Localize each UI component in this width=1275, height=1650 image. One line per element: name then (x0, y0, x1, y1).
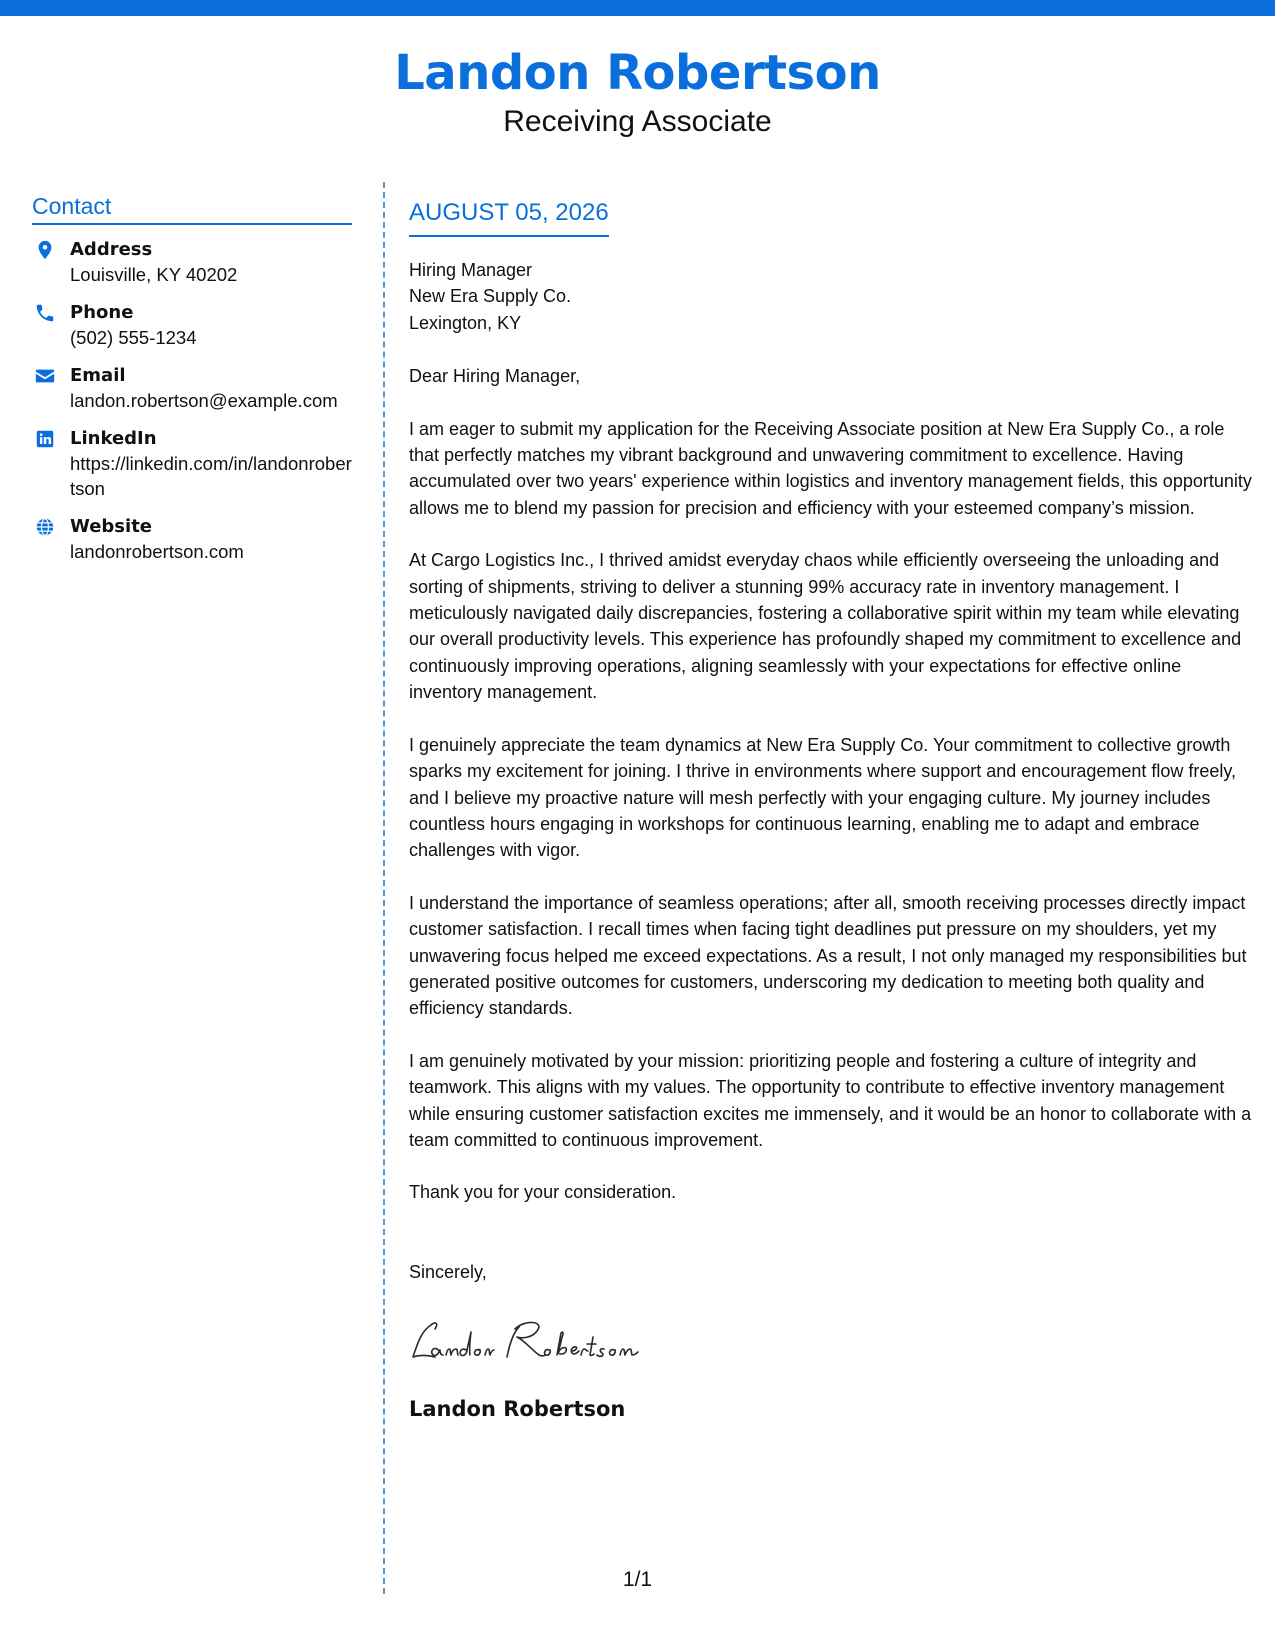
linkedin-value[interactable]: https://linkedin.com/in/landonrobertson (70, 453, 352, 499)
map-pin-icon (34, 239, 56, 261)
phone-icon (34, 302, 56, 324)
contact-list (32, 237, 352, 564)
address-value: Louisville, KY 40202 (70, 264, 238, 285)
body-paragraph: I genuinely appreciate the team dynamics at New Era Supply Co. Your commitment to collective growth sparks my excitement for joining. I thrive in environments where support and encouragement flow freely, and I believe my proactive nature will mesh perfectly with your engaging culture. My journey includes countless hours engaging in workshops for continuous learning, enabling me to adapt and embrace challenges with vigor. (409, 734, 1237, 861)
phone-value[interactable]: (502) 555-1234 (70, 327, 197, 348)
letter-body (409, 198, 1254, 1423)
contact-label: Phone (70, 302, 134, 323)
contact-item-website (32, 514, 352, 564)
signed-name: Landon Robertson (409, 1397, 626, 1422)
applicant-name: Landon Robertson (394, 45, 881, 101)
globe-icon (34, 516, 56, 538)
linkedin-icon (34, 428, 56, 450)
recipient-line: Hiring Manager (409, 260, 533, 280)
job-title: Receiving Associate (503, 105, 772, 138)
contact-item-linkedin (32, 426, 352, 501)
contact-item-address (32, 237, 352, 287)
contact-item-phone (32, 300, 352, 350)
envelope-icon (34, 365, 56, 387)
body-paragraph: I am genuinely motivated by your mission: prioritizing people and fostering a culture of integrity and teamwork. This aligns with my values. The opportunity to contribute to effective inventory management while ensuring customer satisfaction excites me immensely, and it would be an honor to collaborate with a team committed to continuous improvement. (409, 1050, 1252, 1150)
body-paragraph: I understand the importance of seamless operations; after all, smooth receiving processes directly impact customer satisfaction. I recall times when facing tight deadlines put pressure on my shoulders, yet my unwavering focus helped me exceed expectations. As a result, I not only managed my responsibilities but generated positive outcomes for customers, underscoring my dedication to meeting both quality and efficiency standards. (409, 892, 1247, 1019)
contact-sidebar (32, 192, 352, 577)
recipient-block (409, 257, 1254, 336)
closing-thanks: Thank you for your consideration. (409, 1182, 677, 1203)
sign-off: Sincerely, (409, 1261, 487, 1282)
page-number: 1/1 (622, 1568, 653, 1591)
email-value[interactable]: landon.robertson@example.com (70, 390, 338, 411)
contact-label: LinkedIn (70, 428, 157, 449)
recipient-line: Lexington, KY (409, 312, 522, 333)
contact-label: Email (70, 365, 126, 386)
salutation: Dear Hiring Manager, (409, 366, 581, 387)
body-paragraph: At Cargo Logistics Inc., I thrived amidst everyday chaos while efficiently overseeing the unloading and sorting of shipments, striving to deliver a stunning 99% accuracy rate in inventory management. I meticulously navigated daily discrepancies, fostering a collaborative spirit within my team while elevating our overall productivity levels. This experience has profoundly shaped my commitment to excellence and continuously improving operations, aligning seamlessly with your expectations for effective online inventory management. (409, 550, 1242, 703)
body-paragraph: I am eager to submit my application for the Receiving Associate position at New Era Supply Co., a role that perfectly matches my vibrant background and unwavering commitment to excellence. Having accumulated over two years' experience within logistics and inventory management fields, this opportunity allows me to blend my passion for precision and efficiency with your esteemed company’s mission. (409, 418, 1252, 518)
contact-label: Address (70, 239, 153, 260)
recipient-line: New Era Supply Co. (409, 286, 572, 307)
top-accent-bar (0, 0, 1275, 16)
letter-date: AUGUST 05, 2026 (409, 198, 609, 237)
contact-heading: Contact (32, 192, 352, 225)
column-divider (383, 182, 385, 1594)
website-value[interactable]: landonrobertson.com (70, 541, 244, 562)
handwritten-signature (409, 1311, 1254, 1371)
contact-label: Website (70, 516, 153, 537)
header (0, 42, 1275, 140)
contact-item-email (32, 363, 352, 413)
